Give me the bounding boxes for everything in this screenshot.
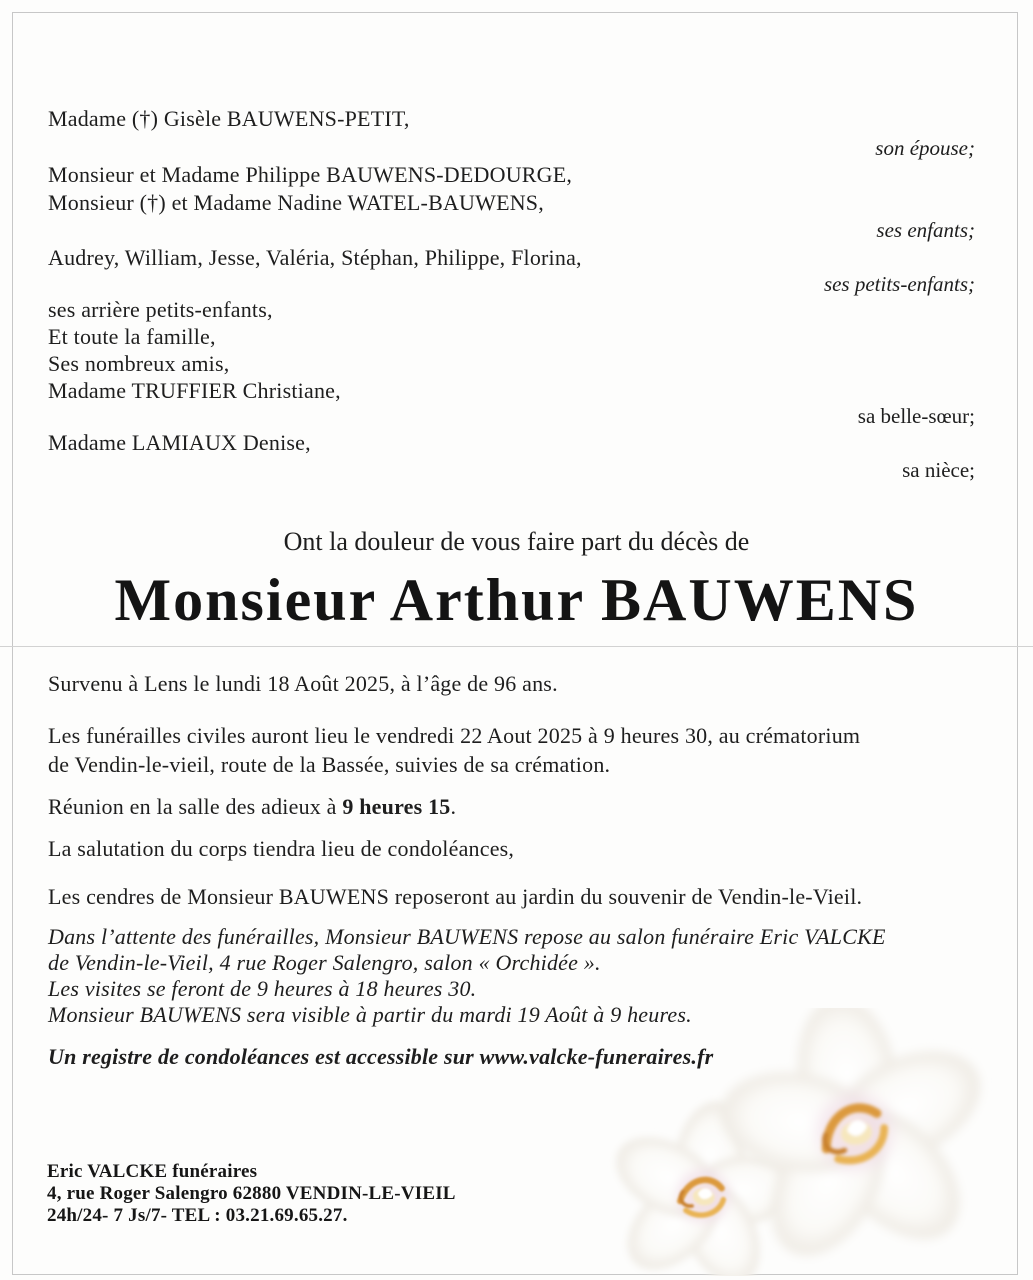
family-member-line: Madame LAMIAUX Denise, bbox=[48, 430, 311, 455]
family-member-line: Madame (†) Gisèle BAUWENS-PETIT, bbox=[48, 106, 410, 131]
relation-label: ses enfants; bbox=[876, 218, 975, 242]
orchid-flowers-image bbox=[555, 1008, 1025, 1276]
funeral-details-paragraph: Les funérailles civiles auront lieu le vendredi 22 Aout 2025 à 9 heures 30, au crématorium de Vendin-le-vieil, route de la Bassée, suivies de sa crémation. bbox=[48, 723, 861, 777]
reunion-line bbox=[48, 794, 456, 820]
visitation-line: Dans l’attente des funérailles, Monsieur BAUWENS repose au salon funéraire Eric VALCKE bbox=[48, 924, 886, 949]
relation-label: ses petits-enfants; bbox=[823, 272, 975, 296]
reunion-prefix: Réunion en la salle des adieux à bbox=[48, 794, 343, 819]
family-member-line: Madame TRUFFIER Christiane, bbox=[48, 378, 341, 403]
condolence-registry-line: Un registre de condoléances est accessible sur www.valcke-funeraires.fr bbox=[48, 1044, 714, 1069]
ashes-line: Les cendres de Monsieur BAUWENS reposeront au jardin du souvenir de Vendin-le-Vieil. bbox=[48, 884, 863, 909]
funeral-home-phone: 24h/24- 7 Js/7- TEL : 03.21.69.65.27. bbox=[47, 1205, 348, 1226]
family-member-line: Audrey, William, Jesse, Valéria, Stéphan, Philippe, Florina, bbox=[48, 245, 582, 270]
relation-label: sa belle-sœur; bbox=[857, 404, 975, 428]
relation-label: son épouse; bbox=[875, 136, 975, 160]
visitation-line: Monsieur BAUWENS sera visible à partir du mardi 19 Août à 9 heures. bbox=[48, 1002, 692, 1027]
funeral-home-address: 4, rue Roger Salengro 62880 VENDIN-LE-VIEIL bbox=[47, 1183, 456, 1204]
visitation-line: Les visites se feront de 9 heures à 18 heures 30. bbox=[48, 976, 477, 1001]
family-member-line: Et toute la famille, bbox=[48, 324, 216, 349]
reunion-time: 9 heures 15 bbox=[342, 794, 451, 819]
deceased-name-title: Monsieur Arthur BAUWENS bbox=[114, 567, 919, 633]
salutation-line: La salutation du corps tiendra lieu de condoléances, bbox=[48, 836, 515, 861]
reunion-suffix: . bbox=[450, 794, 457, 819]
family-member-line: ses arrière petits-enfants, bbox=[48, 297, 273, 322]
announcement-intro: Ont la douleur de vous faire part du décès de bbox=[283, 527, 750, 556]
visitation-line: de Vendin-le-Vieil, 4 rue Roger Salengro, salon « Orchidée ». bbox=[48, 950, 601, 975]
family-member-line: Monsieur et Madame Philippe BAUWENS-DEDOURGE, bbox=[48, 162, 573, 187]
relation-label: sa nièce; bbox=[902, 458, 975, 482]
death-notice-line: Survenu à Lens le lundi 18 Août 2025, à l’âge de 96 ans. bbox=[48, 671, 558, 696]
funeral-home-name: Eric VALCKE funéraires bbox=[47, 1161, 258, 1182]
family-member-line: Ses nombreux amis, bbox=[48, 351, 230, 376]
horizontal-divider-line bbox=[0, 646, 1033, 647]
funeral-home-footer bbox=[47, 1161, 456, 1227]
family-member-line: Monsieur (†) et Madame Nadine WATEL-BAUWENS, bbox=[48, 190, 544, 215]
